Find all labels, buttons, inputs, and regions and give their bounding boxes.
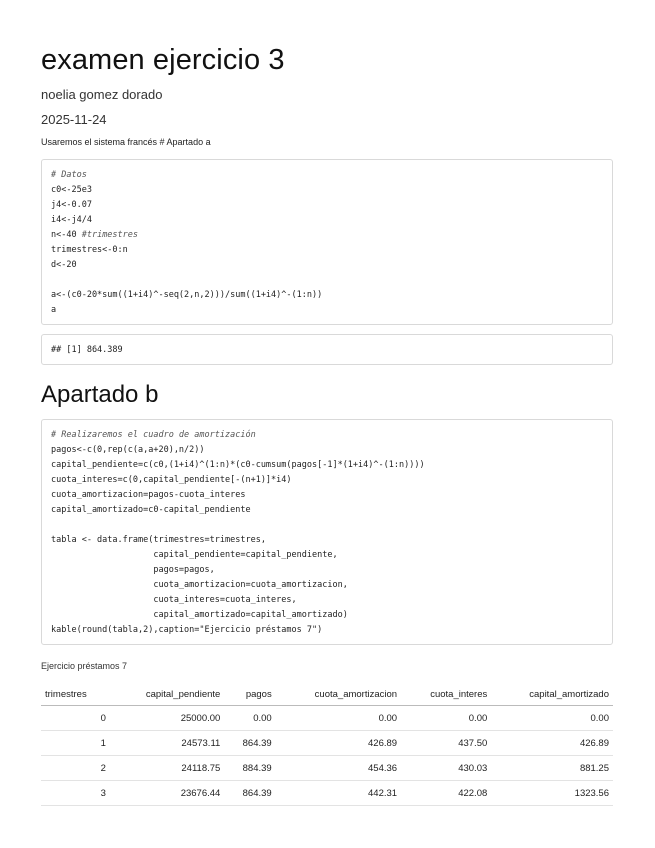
code-line <box>51 273 603 288</box>
cell-trimestres: 3 <box>41 781 110 806</box>
header-cuota-amortizacion: cuota_amortizacion <box>276 683 401 706</box>
header-trimestres: trimestres <box>41 683 110 706</box>
code-line: a<-(c0-20*sum((1+i4)^-seq(2,n,2)))/sum((1+i4)^-(1:n)) <box>51 290 323 300</box>
code-line: cuota_amortizacion=cuota_amortizacion, <box>51 580 348 590</box>
code-line: capital_amortizado=capital_amortizado) <box>51 610 348 620</box>
header-capital-amortizado: capital_amortizado <box>491 683 613 706</box>
cell-capital-amortizado: 426.89 <box>491 731 613 756</box>
code-line: # Realizaremos el cuadro de amortización <box>51 430 256 440</box>
header-capital-pendiente: capital_pendiente <box>110 683 224 706</box>
cell-capital-pendiente: 23676.44 <box>110 781 224 806</box>
cell-pagos: 0.00 <box>224 706 275 731</box>
cell-cuota-amortizacion: 426.89 <box>276 731 401 756</box>
page-title: examen ejercicio 3 <box>41 44 285 76</box>
cell-pagos: 864.39 <box>224 731 275 756</box>
code-line: tabla <- data.frame(trimestres=trimestres, <box>51 535 266 545</box>
code-line <box>51 518 603 533</box>
code-line: cuota_interes=c(0,capital_pendiente[-(n+1)]*i4) <box>51 475 292 485</box>
code-line: cuota_amortizacion=pagos-cuota_interes <box>51 490 246 500</box>
cell-cuota-amortizacion: 442.31 <box>276 781 401 806</box>
table-header-row <box>41 683 613 706</box>
table-row <box>41 731 613 756</box>
intro-text: Usaremos el sistema francés # Apartado a <box>41 137 211 147</box>
code-line: cuota_interes=cuota_interes, <box>51 595 297 605</box>
author-name: noelia gomez dorado <box>41 87 163 102</box>
code-line: capital_pendiente=c(c0,(1+i4)^(1:n)*(c0-cumsum(pagos[-1]*(1+i4)^-(1:n)))) <box>51 460 425 470</box>
header-pagos: pagos <box>224 683 275 706</box>
code-line: a <box>51 305 57 315</box>
cell-capital-amortizado: 0.00 <box>491 706 613 731</box>
document-date: 2025-11-24 <box>41 112 107 127</box>
code-line: j4<-0.07 <box>51 200 92 210</box>
code-block-datos[interactable] <box>41 159 613 325</box>
cell-cuota-amortizacion: 0.00 <box>276 706 401 731</box>
cell-capital-amortizado: 881.25 <box>491 756 613 781</box>
code-line: n<-40 #trimestres <box>51 230 139 240</box>
code-line: capital_amortizado=c0-capital_pendiente <box>51 505 251 515</box>
code-line: pagos<-c(0,rep(c(a,a+20),n/2)) <box>51 445 205 455</box>
table-row <box>41 706 613 731</box>
code-line: c0<-25e3 <box>51 185 92 195</box>
section-heading-apartado-b: Apartado b <box>41 381 159 408</box>
cell-capital-amortizado: 1323.56 <box>491 781 613 806</box>
table-caption: Ejercicio préstamos 7 <box>41 661 128 671</box>
cell-cuota-interes: 437.50 <box>401 731 491 756</box>
cell-trimestres: 0 <box>41 706 110 731</box>
cell-cuota-interes: 0.00 <box>401 706 491 731</box>
code-line: i4<-j4/4 <box>51 215 92 225</box>
table-row <box>41 756 613 781</box>
code-output <box>41 334 613 365</box>
code-line: pagos=pagos, <box>51 565 215 575</box>
cell-trimestres: 2 <box>41 756 110 781</box>
cell-capital-pendiente: 25000.00 <box>110 706 224 731</box>
code-block-cuadro-amortizacion[interactable] <box>41 419 613 645</box>
cell-cuota-amortizacion: 454.36 <box>276 756 401 781</box>
cell-capital-pendiente: 24573.11 <box>110 731 224 756</box>
code-line: # Datos <box>51 170 87 180</box>
cell-trimestres: 1 <box>41 731 110 756</box>
amortization-table <box>41 683 613 806</box>
table-row <box>41 781 613 806</box>
cell-cuota-interes: 430.03 <box>401 756 491 781</box>
cell-cuota-interes: 422.08 <box>401 781 491 806</box>
header-cuota-interes: cuota_interes <box>401 683 491 706</box>
output-line: ## [1] 864.389 <box>51 345 123 355</box>
code-line: capital_pendiente=capital_pendiente, <box>51 550 338 560</box>
code-line: trimestres<-0:n <box>51 245 128 255</box>
code-line: kable(round(tabla,2),caption="Ejercicio préstamos 7") <box>51 625 323 635</box>
code-line: d<-20 <box>51 260 77 270</box>
cell-pagos: 864.39 <box>224 781 275 806</box>
cell-pagos: 884.39 <box>224 756 275 781</box>
cell-capital-pendiente: 24118.75 <box>110 756 224 781</box>
